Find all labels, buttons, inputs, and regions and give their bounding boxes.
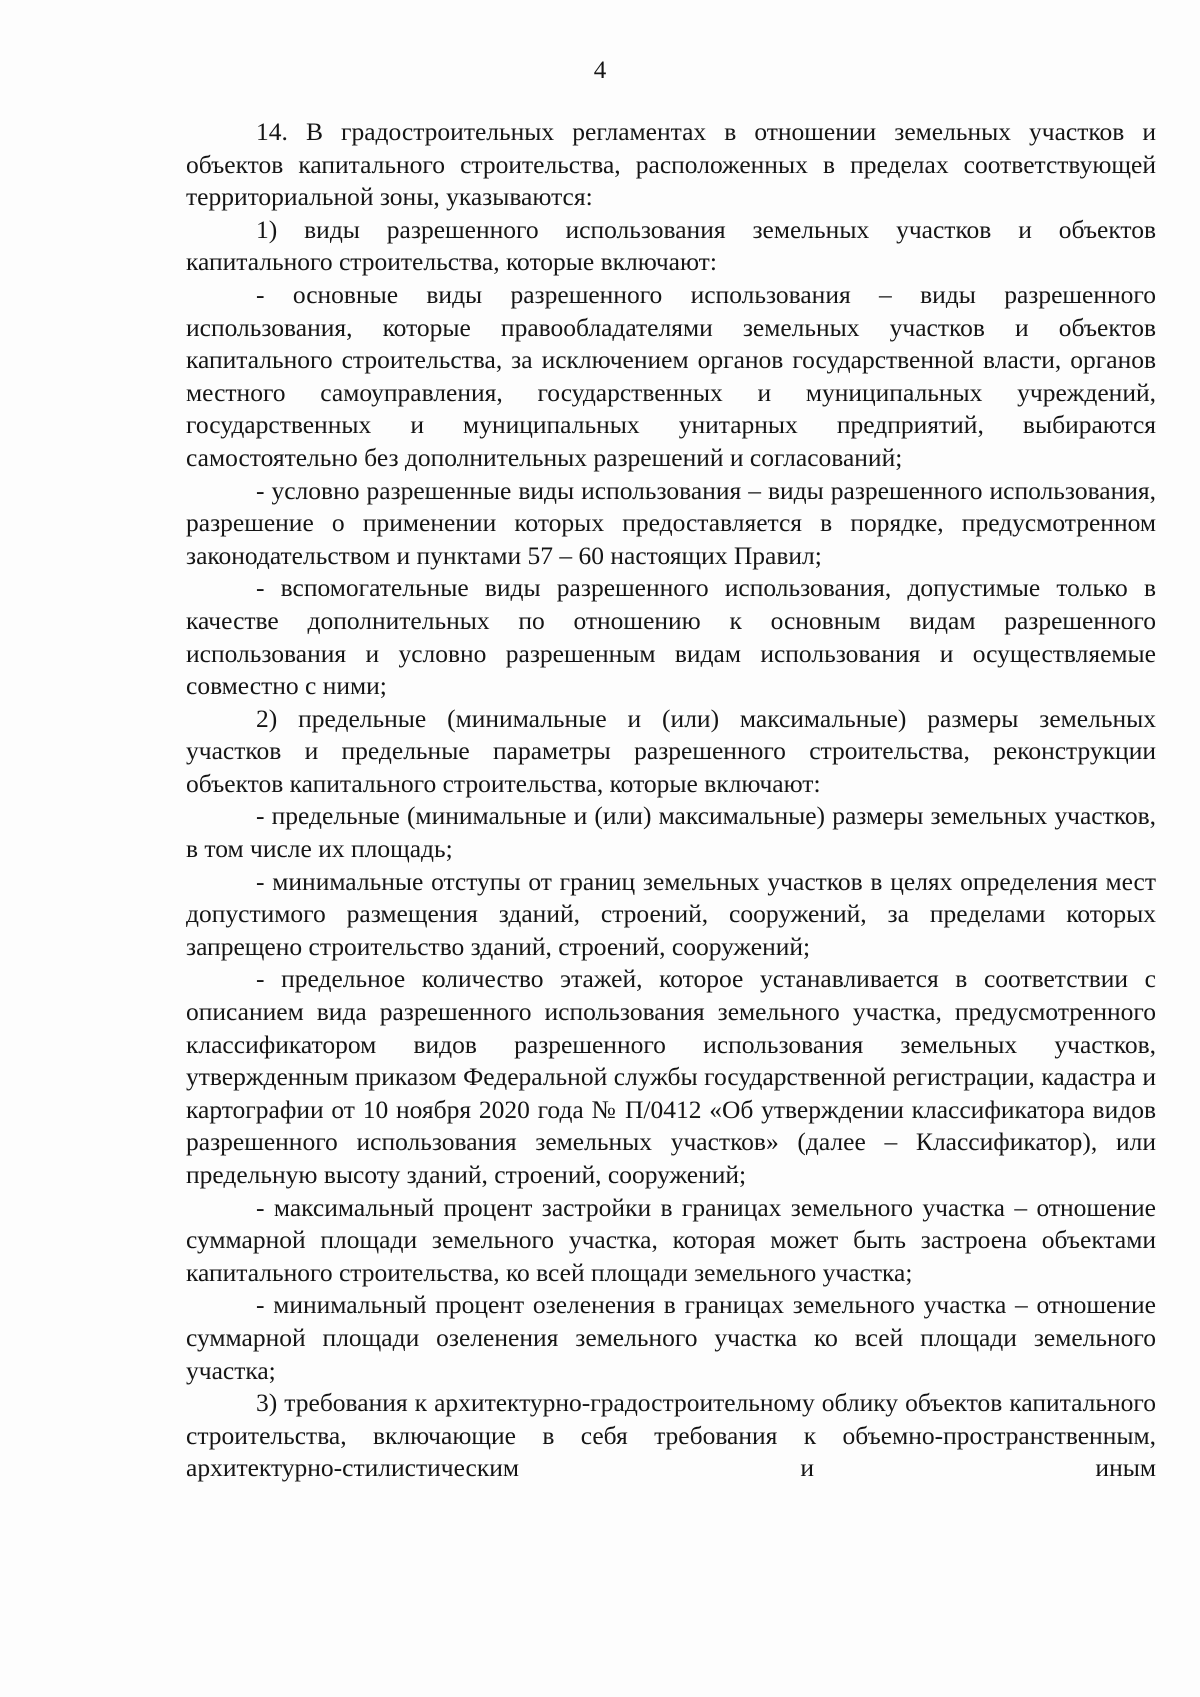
- page-number: 4: [593, 57, 607, 84]
- paragraph-subitem-2: 2) предельные (минимальные и (или) максимальные) размеры земельных участков и предельные параметры разрешенного строительства, реконструкции объектов капитального строительства, которые включают:: [186, 703, 1156, 798]
- paragraph-subitem-3: 3) требования к архитектурно-градостроительному облику объектов капитального строительства, включающие в себя требования к объемно-пространственным, архитектурно-стилистическим и иным: [186, 1388, 1156, 1483]
- paragraph-min-greening-percent: - минимальный процент озеленения в границах земельного участка – отношение суммарной площади озеленения земельного участка ко всей площади земельного участка;: [186, 1290, 1156, 1385]
- paragraph-conditional-uses: - условно разрешенные виды использования – виды разрешенного использования, разрешение о применении которых предоставляется в порядке, предусмотренном законодательством и пунктами 57 – 60 настоящих Правил;: [186, 475, 1156, 570]
- paragraph-plot-sizes: - предельные (минимальные и (или) максимальные) размеры земельных участков, в том числе их площадь;: [186, 801, 1156, 864]
- paragraph-main-uses: - основные виды разрешенного использования – виды разрешенного использования, которые правообладателями земельных участков и объектов капитального строительства, за исключением органов государственной власти, органов местного самоуправления, государственных и муниципальных учреждений, государственных и муниципальных унитарных предприятий, выбираются самостоятельно без дополнительных разрешений и согласований;: [186, 279, 1156, 472]
- paragraph-max-building-percent: - максимальный процент застройки в границах земельного участка – отношение суммарной площади земельного участка, которая может быть застроена объектами капитального строительства, ко всей площади земельного участка;: [186, 1192, 1156, 1287]
- paragraph-max-floors: - предельное количество этажей, которое устанавливается в соответствии с описанием вида разрешенного использования земельного участка, предусмотренного классификатором видов разрешенного использования земельных участков, утвержденным приказом Федеральной службы государственной регистрации, кадастра и картографии от 10 ноября 2020 года № П/0412 «Об утверждении классификатора видов разрешенного использования земельных участков» (далее – Классификатор), или предельную высоту зданий, строений, сооружений;: [186, 964, 1156, 1189]
- paragraph-item-14: 14. В градостроительных регламентах в отношении земельных участков и объектов капитального строительства, расположенных в пределах соответствующей территориальной зоны, указываются:: [186, 117, 1156, 212]
- paragraph-min-setbacks: - минимальные отступы от границ земельных участков в целях определения мест допустимого размещения зданий, строений, сооружений, за пределами которых запрещено строительство зданий, строений, сооружений;: [186, 866, 1156, 961]
- document-body: [186, 116, 1156, 1485]
- paragraph-auxiliary-uses: - вспомогательные виды разрешенного использования, допустимые только в качестве дополнительных по отношению к основным видам разрешенного использования и условно разрешенным видам использования и осуществляемые совместно с ними;: [186, 573, 1156, 701]
- paragraph-subitem-1: 1) виды разрешенного использования земельных участков и объектов капитального строительства, которые включают:: [186, 214, 1156, 277]
